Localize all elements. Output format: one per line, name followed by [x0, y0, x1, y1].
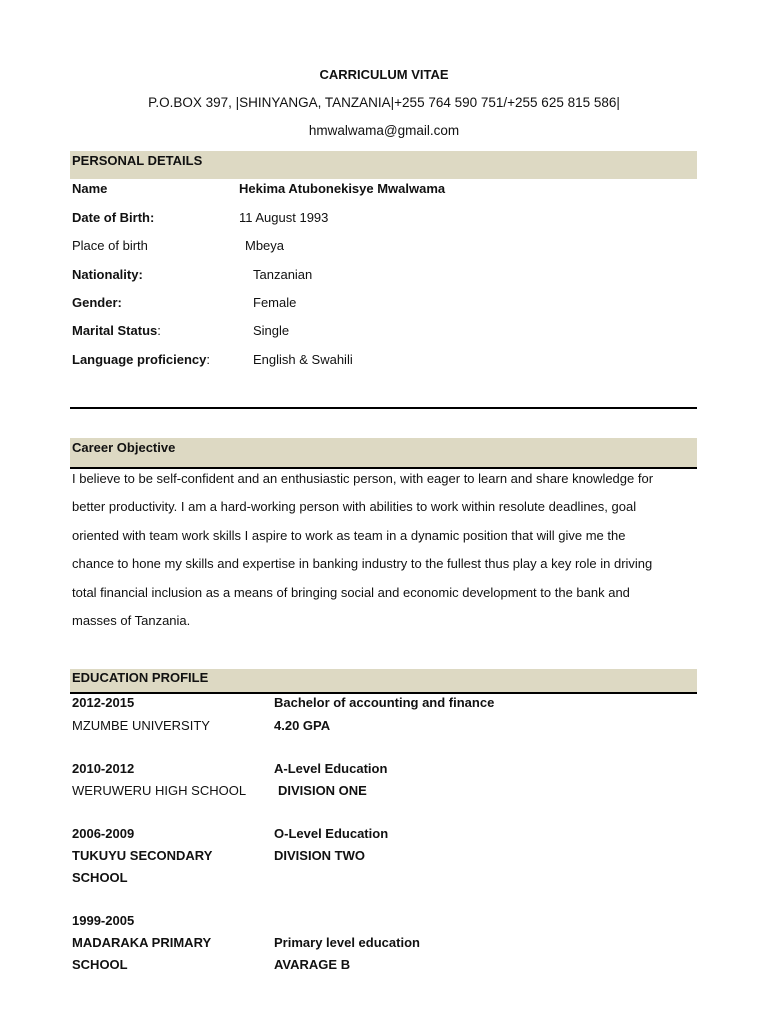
- education-qualification: A-Level Education: [274, 761, 388, 776]
- personal-value-nationality: Tanzanian: [253, 267, 313, 282]
- career-line: I believe to be self-confident and an enthusiastic person, with eager to learn and share knowledge for: [72, 471, 654, 486]
- education-school-cont: SCHOOL: [72, 957, 128, 972]
- education-years: 1999-2005: [72, 913, 135, 928]
- career-line: total financial inclusion as a means of bringing social and economic development to the bank and: [72, 584, 630, 600]
- personal-label-language: [72, 352, 210, 367]
- career-line: oriented with team work skills I aspire to work as team in a dynamic position that will give me the: [72, 527, 626, 543]
- marital-label-text: Marital Status: [72, 323, 158, 338]
- personal-label-marital: [72, 323, 161, 338]
- language-label-colon: :: [206, 352, 210, 367]
- language-label-text: Language proficiency: [72, 352, 207, 367]
- education-result: 4.20 GPA: [274, 718, 331, 733]
- contact-email: hmwalwama@gmail.com: [308, 123, 460, 138]
- personal-value-name: Hekima Atubonekisye Mwalwama: [239, 181, 446, 196]
- education-result: AVARAGE B: [274, 957, 351, 972]
- education-school: TUKUYU SECONDARY: [72, 848, 213, 863]
- career-objective-heading: Career Objective: [72, 440, 176, 455]
- education-qualification: Primary level education: [274, 935, 420, 950]
- education-result: DIVISION ONE: [278, 783, 367, 798]
- education-years: 2012-2015: [72, 695, 135, 710]
- personal-value-gender: Female: [253, 295, 297, 310]
- career-line: better productivity. I am a hard-working person with abilities to work within resolute deadlines, goal: [72, 499, 637, 515]
- education-school-cont: SCHOOL: [72, 870, 128, 885]
- education-years: 2006-2009: [72, 826, 135, 841]
- personal-label-dob: Date of Birth:: [72, 210, 155, 225]
- personal-label-name: Name: [72, 181, 108, 196]
- section-divider: [70, 407, 697, 409]
- career-objective-text: [72, 465, 697, 635]
- personal-value-dob: 11 August 1993: [239, 210, 329, 225]
- education-qualification: Bachelor of accounting and finance: [274, 695, 495, 710]
- personal-details-heading: PERSONAL DETAILS: [72, 153, 203, 168]
- cv-title: CARRICULUM VITAE: [319, 67, 449, 82]
- marital-label-colon: :: [157, 323, 161, 338]
- education-result: DIVISION TWO: [274, 848, 365, 863]
- education-underline: [70, 692, 697, 694]
- education-heading: EDUCATION PROFILE: [72, 670, 209, 685]
- personal-label-nationality: Nationality:: [72, 267, 143, 282]
- education-school: WERUWERU HIGH SCHOOL: [72, 783, 247, 798]
- education-years: 2010-2012: [72, 761, 135, 776]
- education-school: MZUMBE UNIVERSITY: [72, 718, 210, 733]
- education-qualification: O-Level Education: [274, 826, 389, 841]
- contact-address: P.O.BOX 397, |SHINYANGA, TANZANIA|+255 764 590 751/+255 625 815 586|: [148, 95, 620, 110]
- personal-label-pob: Place of birth: [72, 238, 148, 253]
- personal-label-gender: Gender:: [72, 295, 122, 310]
- personal-value-language: English & Swahili: [253, 352, 353, 367]
- personal-value-marital: Single: [253, 323, 290, 338]
- career-line: masses of Tanzania.: [72, 613, 191, 629]
- career-line: chance to hone my skills and expertise in banking industry to the fullest thus play a key role in driving: [72, 556, 653, 572]
- personal-value-pob: Mbeya: [245, 238, 285, 253]
- education-school: MADARAKA PRIMARY: [72, 935, 212, 950]
